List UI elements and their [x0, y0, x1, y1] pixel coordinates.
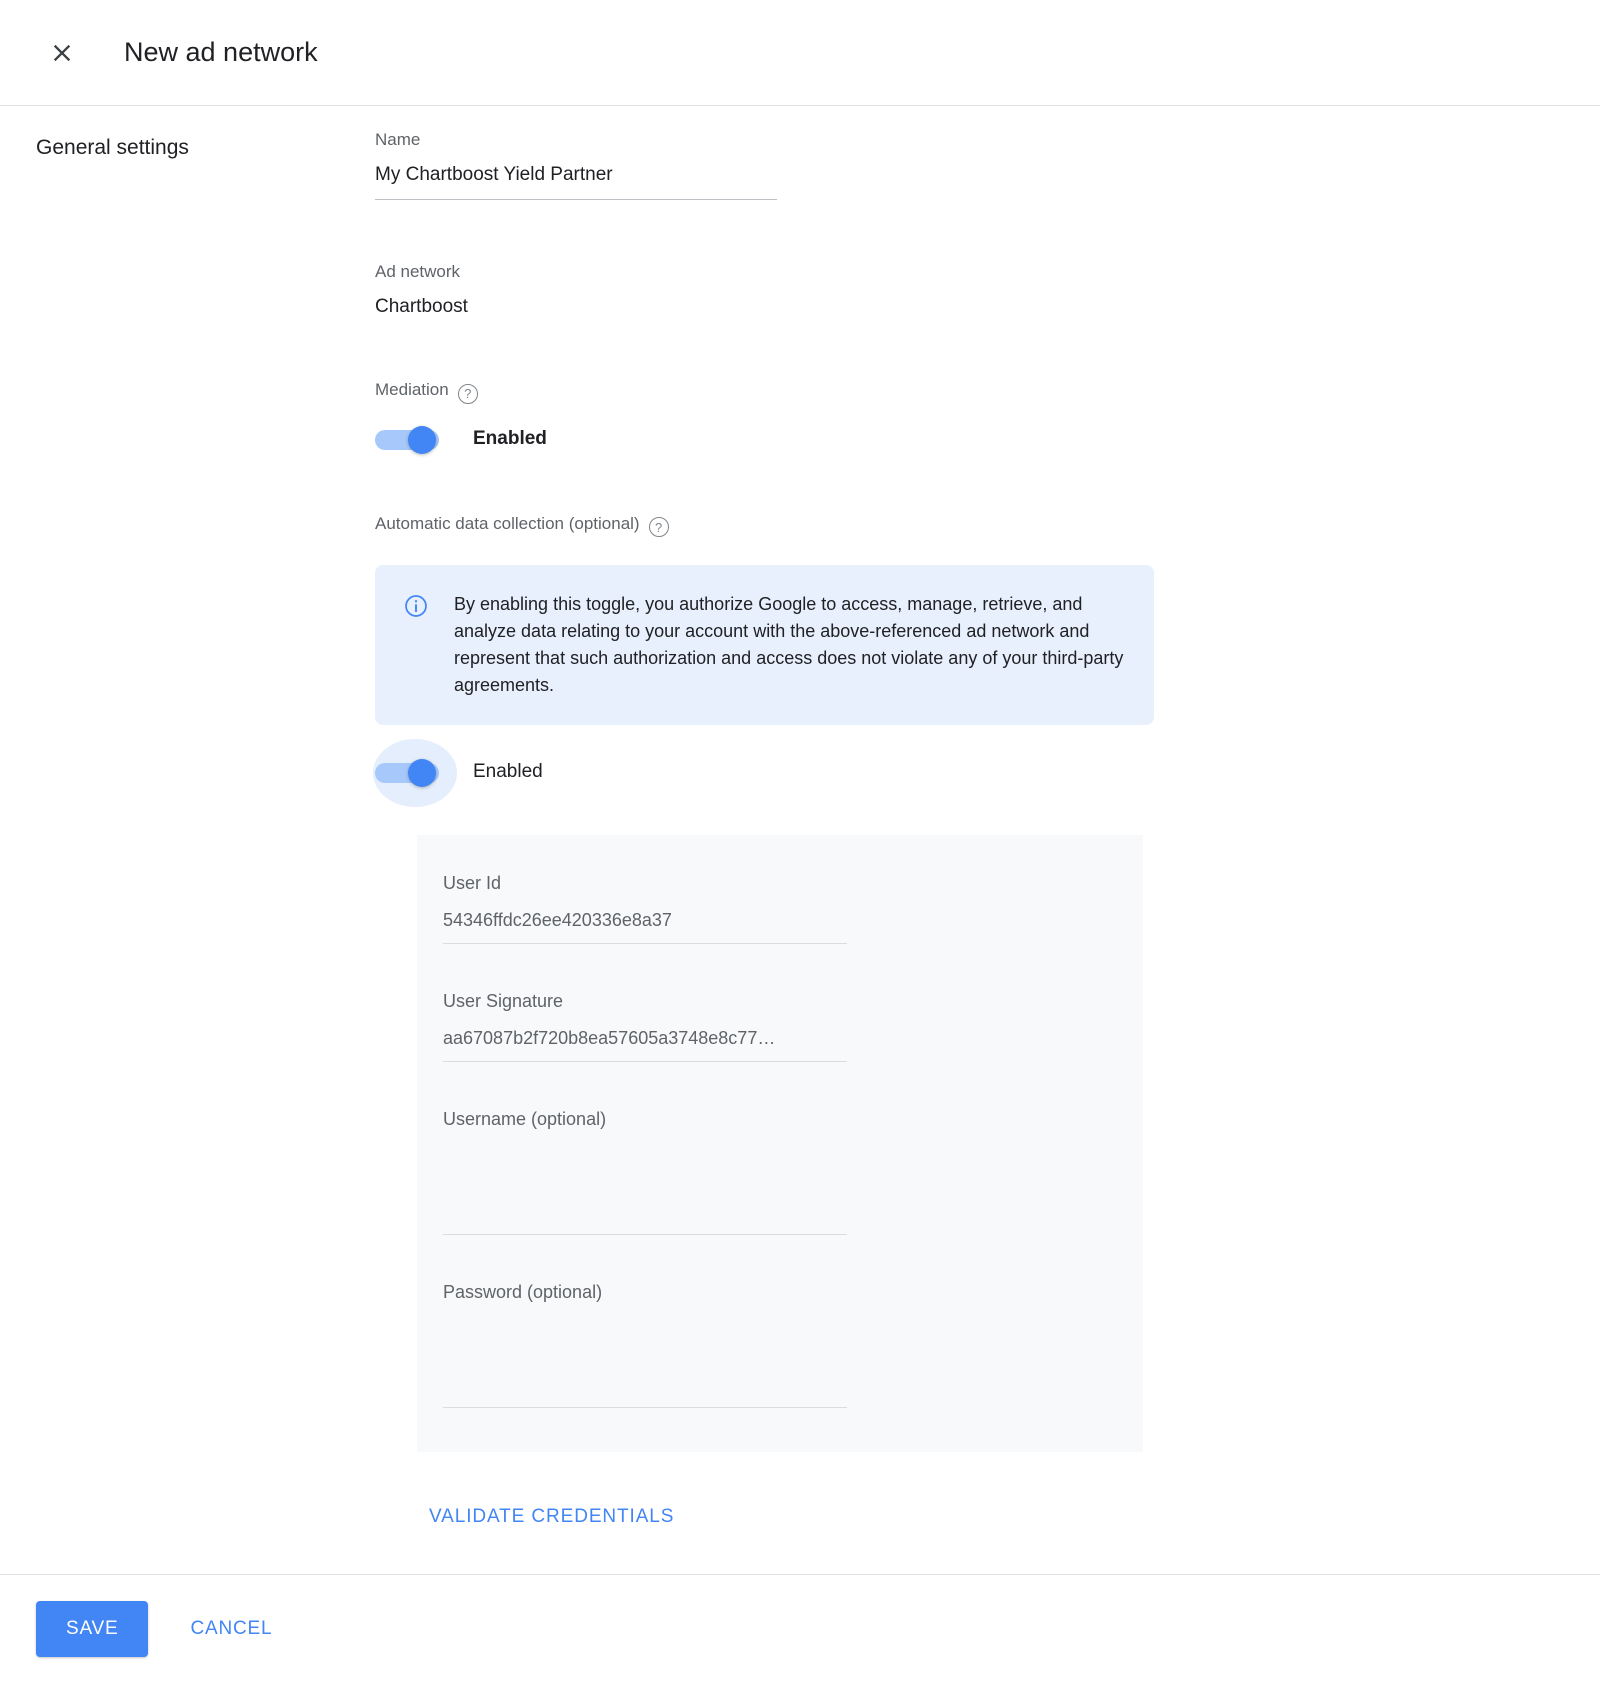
help-icon[interactable]: ?	[458, 384, 478, 404]
mediation-toggle-row	[375, 426, 1375, 452]
data-collection-toggle-row	[375, 759, 1375, 785]
page-title: New ad network	[124, 37, 318, 67]
ad-network-label: Ad network	[375, 262, 461, 281]
username-input[interactable]	[443, 1201, 847, 1235]
credentials-card	[417, 835, 1143, 1452]
mediation-toggle[interactable]	[375, 426, 443, 452]
dialog-header	[0, 0, 1600, 106]
dialog-body	[0, 106, 1600, 1527]
dialog-footer	[0, 1574, 1600, 1682]
automatic-data-collection-label-text: Automatic data collection (optional)	[375, 513, 640, 533]
username-label: Username (optional)	[443, 1109, 607, 1129]
user-id-input[interactable]	[443, 910, 847, 944]
general-settings-label: General settings	[36, 136, 189, 159]
mediation-toggle-label: Enabled	[473, 427, 547, 449]
data-collection-toggle-label: Enabled	[473, 761, 543, 782]
password-input[interactable]	[443, 1374, 847, 1408]
toggle-knob	[408, 759, 436, 787]
ad-network-group	[375, 262, 1375, 318]
user-signature-group	[443, 991, 1143, 1062]
cancel-button[interactable]: CANCEL	[176, 1601, 286, 1657]
user-id-group	[443, 873, 1143, 944]
mediation-label	[375, 380, 1375, 404]
password-label: Password (optional)	[443, 1282, 603, 1302]
name-field-group	[375, 130, 1375, 200]
authorization-info-banner	[375, 565, 1154, 725]
mediation-label-text: Mediation	[375, 380, 449, 399]
user-signature-label: User Signature	[443, 991, 564, 1011]
data-collection-toggle[interactable]	[375, 759, 443, 785]
toggle-knob	[408, 426, 436, 454]
automatic-data-collection-group	[375, 514, 1375, 786]
user-id-label: User Id	[443, 873, 502, 893]
name-input[interactable]	[375, 164, 777, 200]
automatic-data-collection-label	[375, 514, 1375, 538]
authorization-info-text: By enabling this toggle, you authorize Google to access, manage, retrieve, and analyze data relating to your account with the above-referenced ad network and represent that such authorization and access does not violate any of your third-party agreements.	[454, 594, 1124, 695]
help-icon[interactable]: ?	[649, 517, 669, 537]
ad-network-value: Chartboost	[375, 296, 468, 317]
user-signature-input[interactable]	[443, 1028, 847, 1062]
form-column	[375, 130, 1375, 1538]
password-group	[443, 1282, 1143, 1408]
username-group	[443, 1109, 1143, 1235]
name-label: Name	[375, 130, 421, 149]
info-icon	[403, 593, 429, 619]
save-button[interactable]: SAVE	[36, 1601, 148, 1657]
validate-credentials-button[interactable]: VALIDATE CREDENTIALS	[417, 1496, 686, 1538]
mediation-group	[375, 380, 1375, 452]
close-icon[interactable]	[38, 29, 86, 77]
